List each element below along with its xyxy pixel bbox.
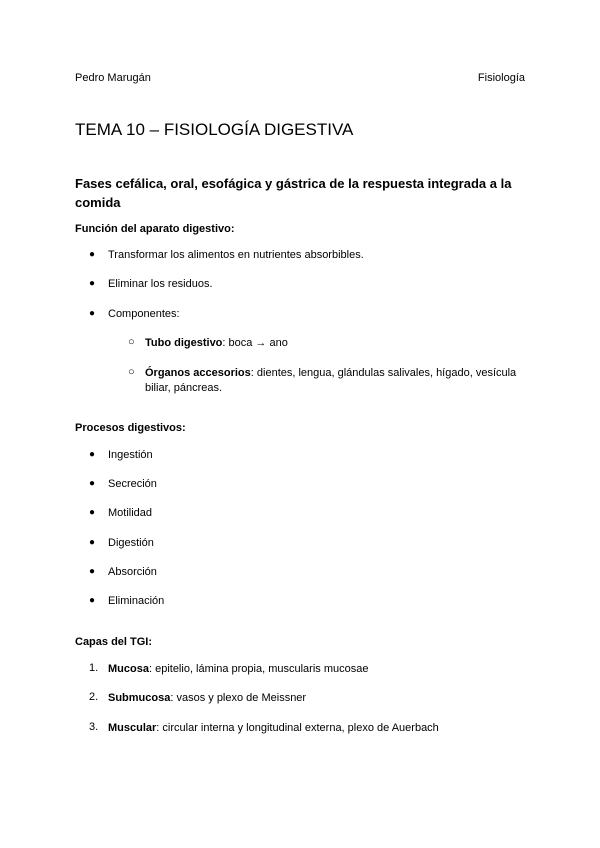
layer-name: Muscular bbox=[108, 722, 157, 734]
list-number: 2. bbox=[89, 691, 99, 703]
list-item: Eliminación bbox=[108, 595, 165, 607]
list-number: 1. bbox=[89, 662, 99, 674]
list-item: Absorción bbox=[108, 566, 157, 578]
layer-name: Submucosa bbox=[108, 692, 171, 704]
numbered-item bbox=[108, 691, 306, 706]
layer-description: : vasos y plexo de Meissner bbox=[170, 692, 307, 704]
page-title: TEMA 10 – FISIOLOGÍA DIGESTIVA bbox=[75, 120, 354, 139]
list-item: Motilidad bbox=[108, 507, 153, 519]
subject-name: Fisiología bbox=[477, 72, 525, 84]
sub-item-text: : dientes, lengua, glándulas salivales, hígado, vesícula biliar, páncreas. bbox=[145, 367, 517, 394]
bullet-icon: ● bbox=[89, 249, 96, 260]
numbered-item bbox=[108, 721, 439, 736]
sub-list-item bbox=[145, 366, 530, 396]
bullet-icon: ● bbox=[89, 537, 96, 548]
section-subtitle: Fases cefálica, oral, esofágica y gástrica de la respuesta integrada a la comida bbox=[75, 176, 512, 210]
author-name: Pedro Marugán bbox=[75, 72, 151, 84]
bullet-icon: ● bbox=[89, 449, 96, 460]
bullet-icon: ● bbox=[89, 278, 96, 289]
numbered-item bbox=[108, 662, 368, 677]
sub-item-text: : boca → ano bbox=[222, 337, 288, 349]
sub-item-term: Tubo digestivo bbox=[145, 337, 223, 349]
procesos-heading: Procesos digestivos: bbox=[75, 422, 186, 434]
layer-description: : circular interna y longitudinal externa, plexo de Auerbach bbox=[156, 722, 439, 734]
list-number: 3. bbox=[89, 721, 99, 733]
circle-bullet-icon: ○ bbox=[128, 336, 135, 348]
bullet-icon: ● bbox=[89, 478, 96, 489]
bullet-icon: ● bbox=[89, 566, 96, 577]
funcion-heading: Función del aparato digestivo: bbox=[75, 223, 235, 235]
list-item: Ingestión bbox=[108, 449, 153, 461]
list-item: Eliminar los residuos. bbox=[108, 278, 213, 290]
list-item: Transformar los alimentos en nutrientes absorbibles. bbox=[108, 249, 364, 261]
bullet-icon: ● bbox=[89, 308, 96, 319]
bullet-icon: ● bbox=[89, 507, 96, 518]
sub-list-item bbox=[145, 336, 288, 351]
circle-bullet-icon: ○ bbox=[128, 366, 135, 378]
sub-item-term: Órganos accesorios bbox=[145, 367, 251, 379]
layer-name: Mucosa bbox=[108, 663, 149, 675]
capas-heading: Capas del TGI: bbox=[75, 636, 153, 648]
list-item: Secreción bbox=[108, 478, 157, 490]
page-header bbox=[75, 72, 525, 84]
layer-description: : epitelio, lámina propia, muscularis mucosae bbox=[148, 663, 369, 675]
list-item: Digestión bbox=[108, 537, 154, 549]
list-item: Componentes: bbox=[108, 308, 180, 320]
bullet-icon: ● bbox=[89, 595, 96, 606]
